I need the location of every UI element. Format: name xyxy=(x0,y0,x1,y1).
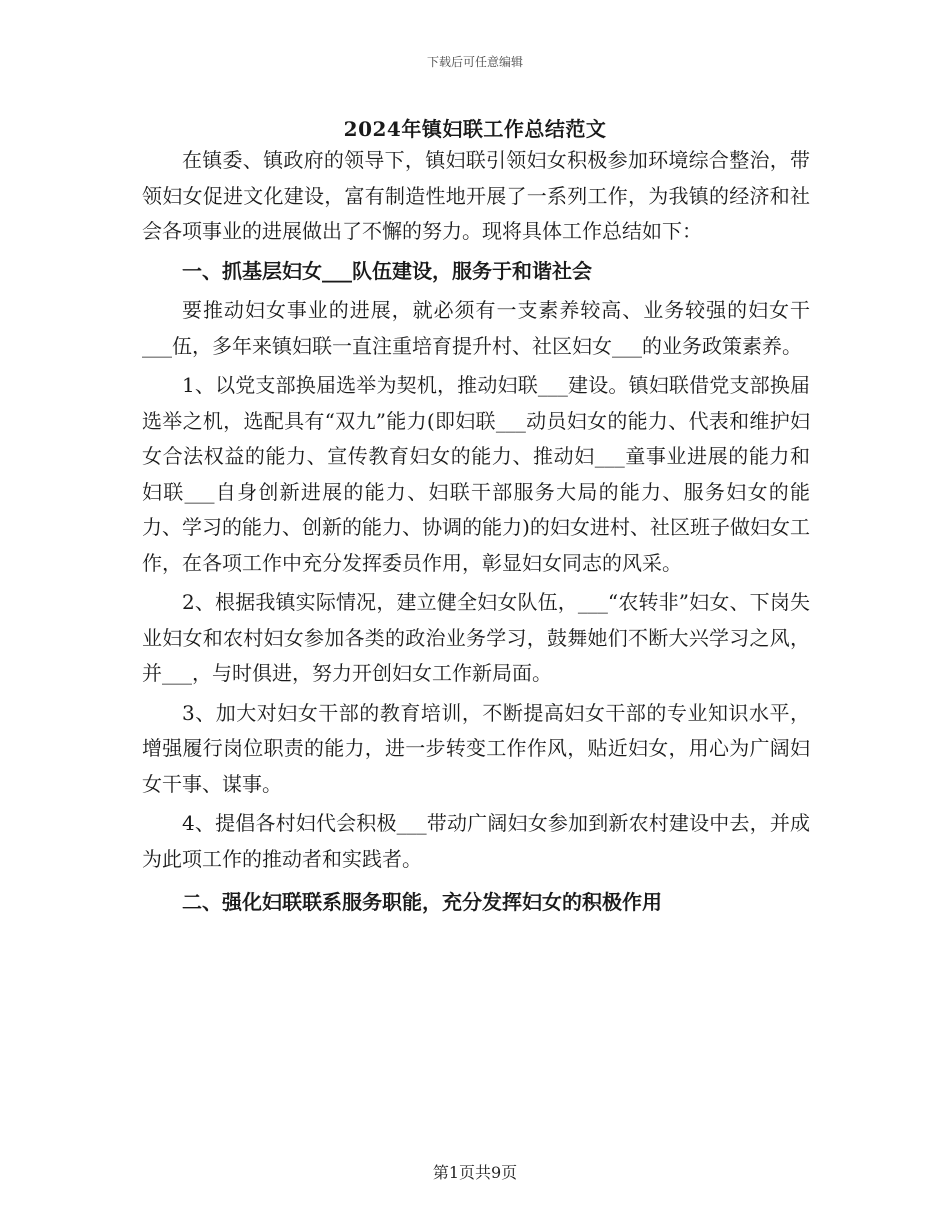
list-item-1: 1、以党支部换届选举为契机，推动妇联___建设。镇妇联借党支部换届选举之机，选配具有“双九”能力(即妇联___动员妇女的能力、代表和维护妇女合法权益的能力、宣传教育妇女的能力、推动妇___童事业进展的能力和妇联___自身创新进展的能力、妇联干部服务大局的能力、服务妇女的能力、学习的能力、创新的能力、协调的能力)的妇女进村、社区班子做妇女工作，在各项工作中充分发挥委员作用，彰显妇女同志的风采。 xyxy=(142,373,810,575)
section1-paragraph: 要推动妇女事业的进展，就必须有一支素养较高、业务较强的妇女干___伍，多年来镇妇联一直注重培育提升村、社区妇女___的业务政策素养。 xyxy=(142,298,810,358)
intro-paragraph: 在镇委、镇政府的领导下，镇妇联引领妇女积极参加环境综合整治，带领妇女促进文化建设，富有制造性地开展了一系列工作，为我镇的经济和社会各项事业的进展做出了不懈的努力。现将具体工作总结如下： xyxy=(142,148,810,243)
section-heading-1: 一、抓基层妇女___队伍建设，服务于和谐社会 xyxy=(182,258,592,283)
document-body xyxy=(142,143,810,921)
header-note: 下载后可任意编辑 xyxy=(426,55,523,69)
list-item-3: 3、加大对妇女干部的教育培训，不断提高妇女干部的专业知识水平，增强履行岗位职责的能力，进一步转变工作作风，贴近妇女，用心为广阔妇女干事、谋事。 xyxy=(142,700,810,796)
section-heading-2: 二、强化妇联联系服务职能，充分发挥妇女的积极作用 xyxy=(182,890,662,914)
list-item-4: 4、提倡各村妇代会积极___带动广阔妇女参加到新农村建设中去，并成为此项工作的推动者和实践者。 xyxy=(142,811,810,871)
document-title: 2024年镇妇联工作总结范文 xyxy=(343,117,607,141)
page-number-footer: 第1页共9页 xyxy=(432,1163,518,1182)
list-item-2: 2、根据我镇实际情况，建立健全妇女队伍，___“农转非”妇女、下岗失业妇女和农村妇女参加各类的政治业务学习，鼓舞她们不断大兴学习之风，并___，与时俱进，努力开创妇女工作新局面。 xyxy=(142,590,810,685)
